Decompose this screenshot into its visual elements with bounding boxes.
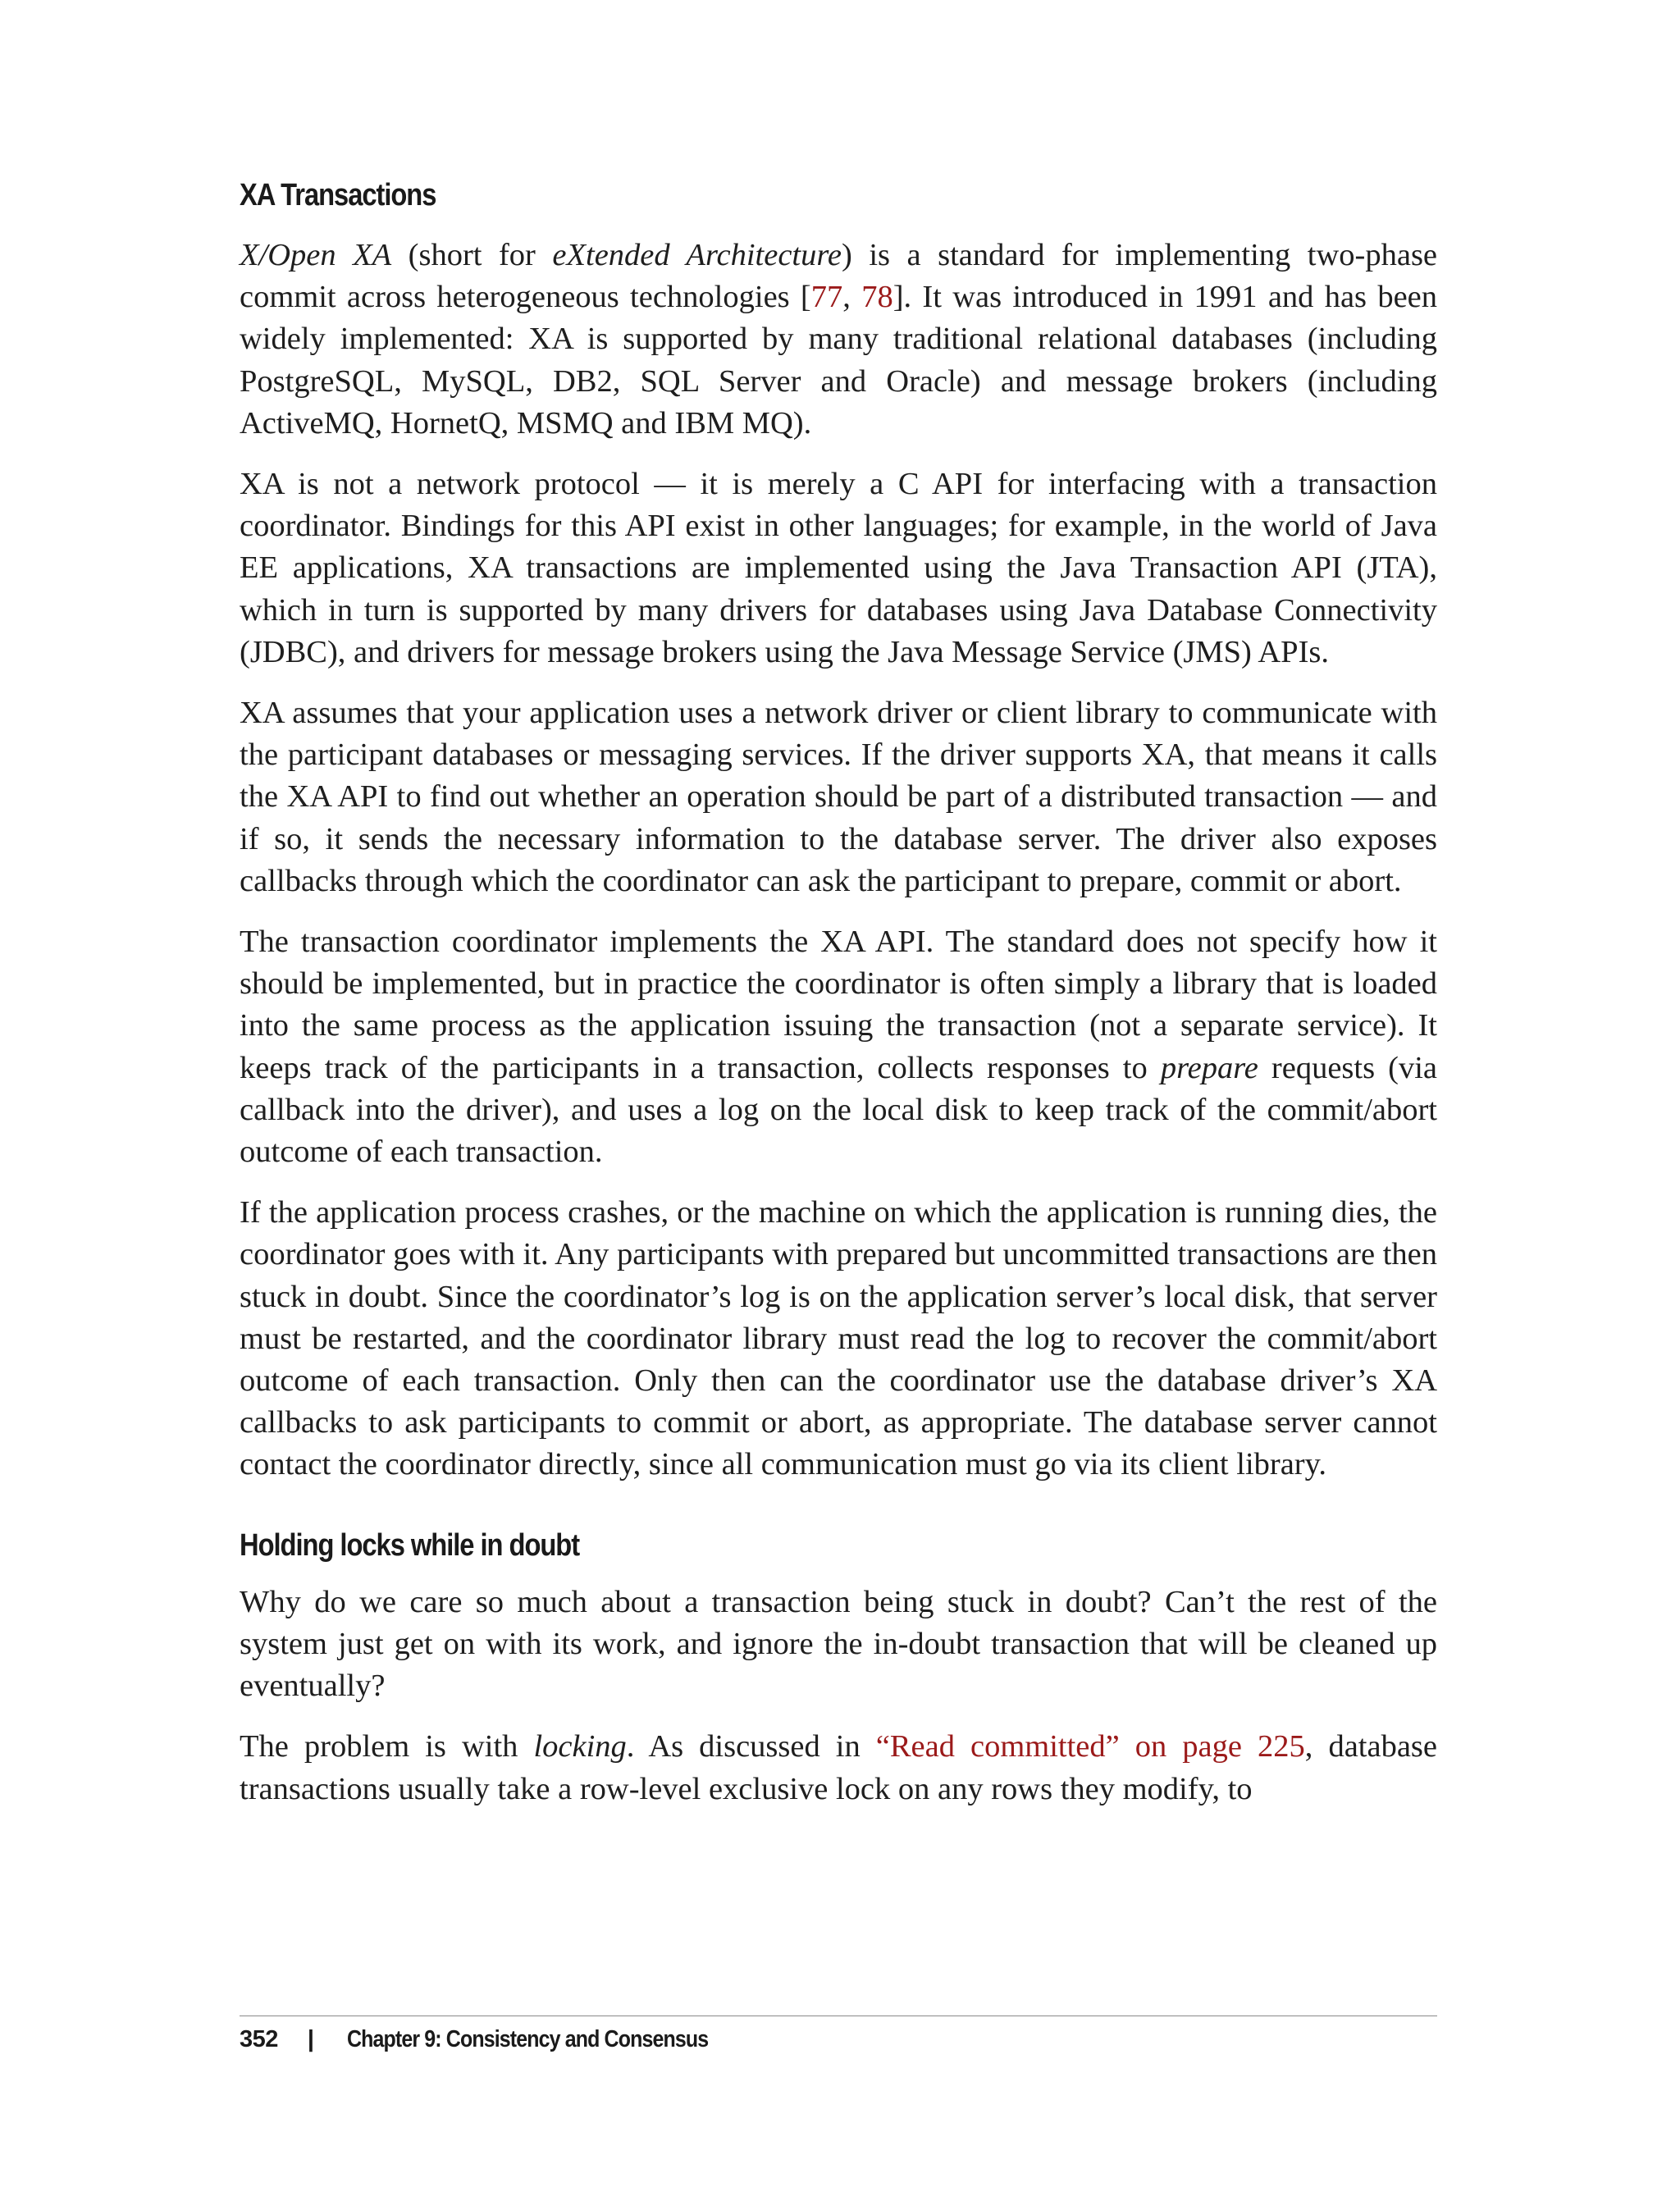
page-content xyxy=(240,172,1437,1829)
text: The problem is with xyxy=(240,1729,534,1764)
paragraph-xa-api: XA is not a network protocol — it is merely a C API for interfacing with a transaction coordinator. Bindings for this API exist in other languages; for example, in the world of Java EE applications, XA transactions are implemented using the Java Transaction API (JTA), which in turn is supported by many drivers for databases using Java Database Connectivity (JDBC), and drivers for message brokers using the Java Message Service (JMS) APIs. xyxy=(240,467,1437,669)
paragraph-in-doubt: Why do we care so much about a transaction being stuck in doubt? Can’t the rest of the system just get on with its work, and ignore the in-doubt transaction that will be cleaned up eventually? xyxy=(240,1584,1437,1704)
page-number: 352 xyxy=(240,2026,278,2052)
term-extended-architecture: eXtended Architecture xyxy=(552,238,842,272)
paragraph-crash: If the application process crashes, or the machine on which the application is running dies, the coordinator goes with it. Any participants with prepared but uncommitted transactions are then stuck in doubt. Since the coordinator’s log is on the application server’s local disk, that server must be restarted, and the coordinator library must read the log to recover the commit/abort outcome of each transaction. Only then can the coordinator use the database driver’s XA callbacks to ask participants to commit or abort, as appropriate. The database server cannot contact the coordinator directly, since all communication must go via its client library. xyxy=(240,1195,1437,1482)
term-locking: locking xyxy=(533,1729,627,1764)
subsection-title: Holding locks while in doubt xyxy=(240,1527,580,1563)
text: ) is a standard for implementing two-phase commit across heterogeneous technologies [ xyxy=(240,238,1438,315)
paragraph-xa-driver: XA assumes that your application uses a network driver or client library to communicate with the participant databases or messaging services. If the driver supports XA, that means it calls the XA API to find out whether an operation should be part of a distributed transaction — and if so, it sends the necessary information to the database server. The driver also exposes callbacks through which the coordinator can ask the participant to prepare, commit or abort. xyxy=(240,696,1437,898)
text: The transaction coordinator implements the XA API. The standard does not specify how it should be implemented, but in practice the coordinator is often simply a library that is loaded into the same process as the application issuing the transaction (not a separate service). It keeps track of the participants in a transaction, collects responses to xyxy=(240,924,1437,1085)
text: ]. It was introduced in 1991 and has been widely implemented: XA is supported by many traditional relational databases (including PostgreSQL, MySQL, DB2, SQL Server and Oracle) and message brokers (including ActiveMQ, HornetQ, MSMQ and IBM MQ). xyxy=(240,280,1438,441)
term-prepare: prepare xyxy=(1160,1050,1258,1085)
text: requests (via callback into the driver), and uses a log on the local disk to keep track of the commit/abort outcome of each transaction. xyxy=(240,1050,1438,1170)
section-title: XA Transactions xyxy=(240,178,436,212)
citation-link[interactable]: 77 xyxy=(810,280,843,315)
paragraph-coordinator xyxy=(240,921,1437,1173)
paragraph-xa-intro xyxy=(240,235,1437,445)
footer-separator: | xyxy=(307,2026,315,2052)
chapter-title: Chapter 9: Consistency and Consensus xyxy=(347,2026,709,2052)
text: (short for xyxy=(391,238,553,272)
citation-link[interactable]: 78 xyxy=(861,280,893,315)
cross-reference-link[interactable]: “Read committed” on page 225 xyxy=(875,1729,1305,1764)
text: , database transactions usually take a row-level exclusive lock on any rows they modify, to xyxy=(240,1729,1437,1806)
term-xopen-xa: X/Open XA xyxy=(240,238,392,272)
text: , xyxy=(842,280,862,315)
text: . As discussed in xyxy=(626,1729,876,1764)
page-footer xyxy=(240,2016,1437,2053)
paragraph-locking xyxy=(240,1726,1437,1810)
